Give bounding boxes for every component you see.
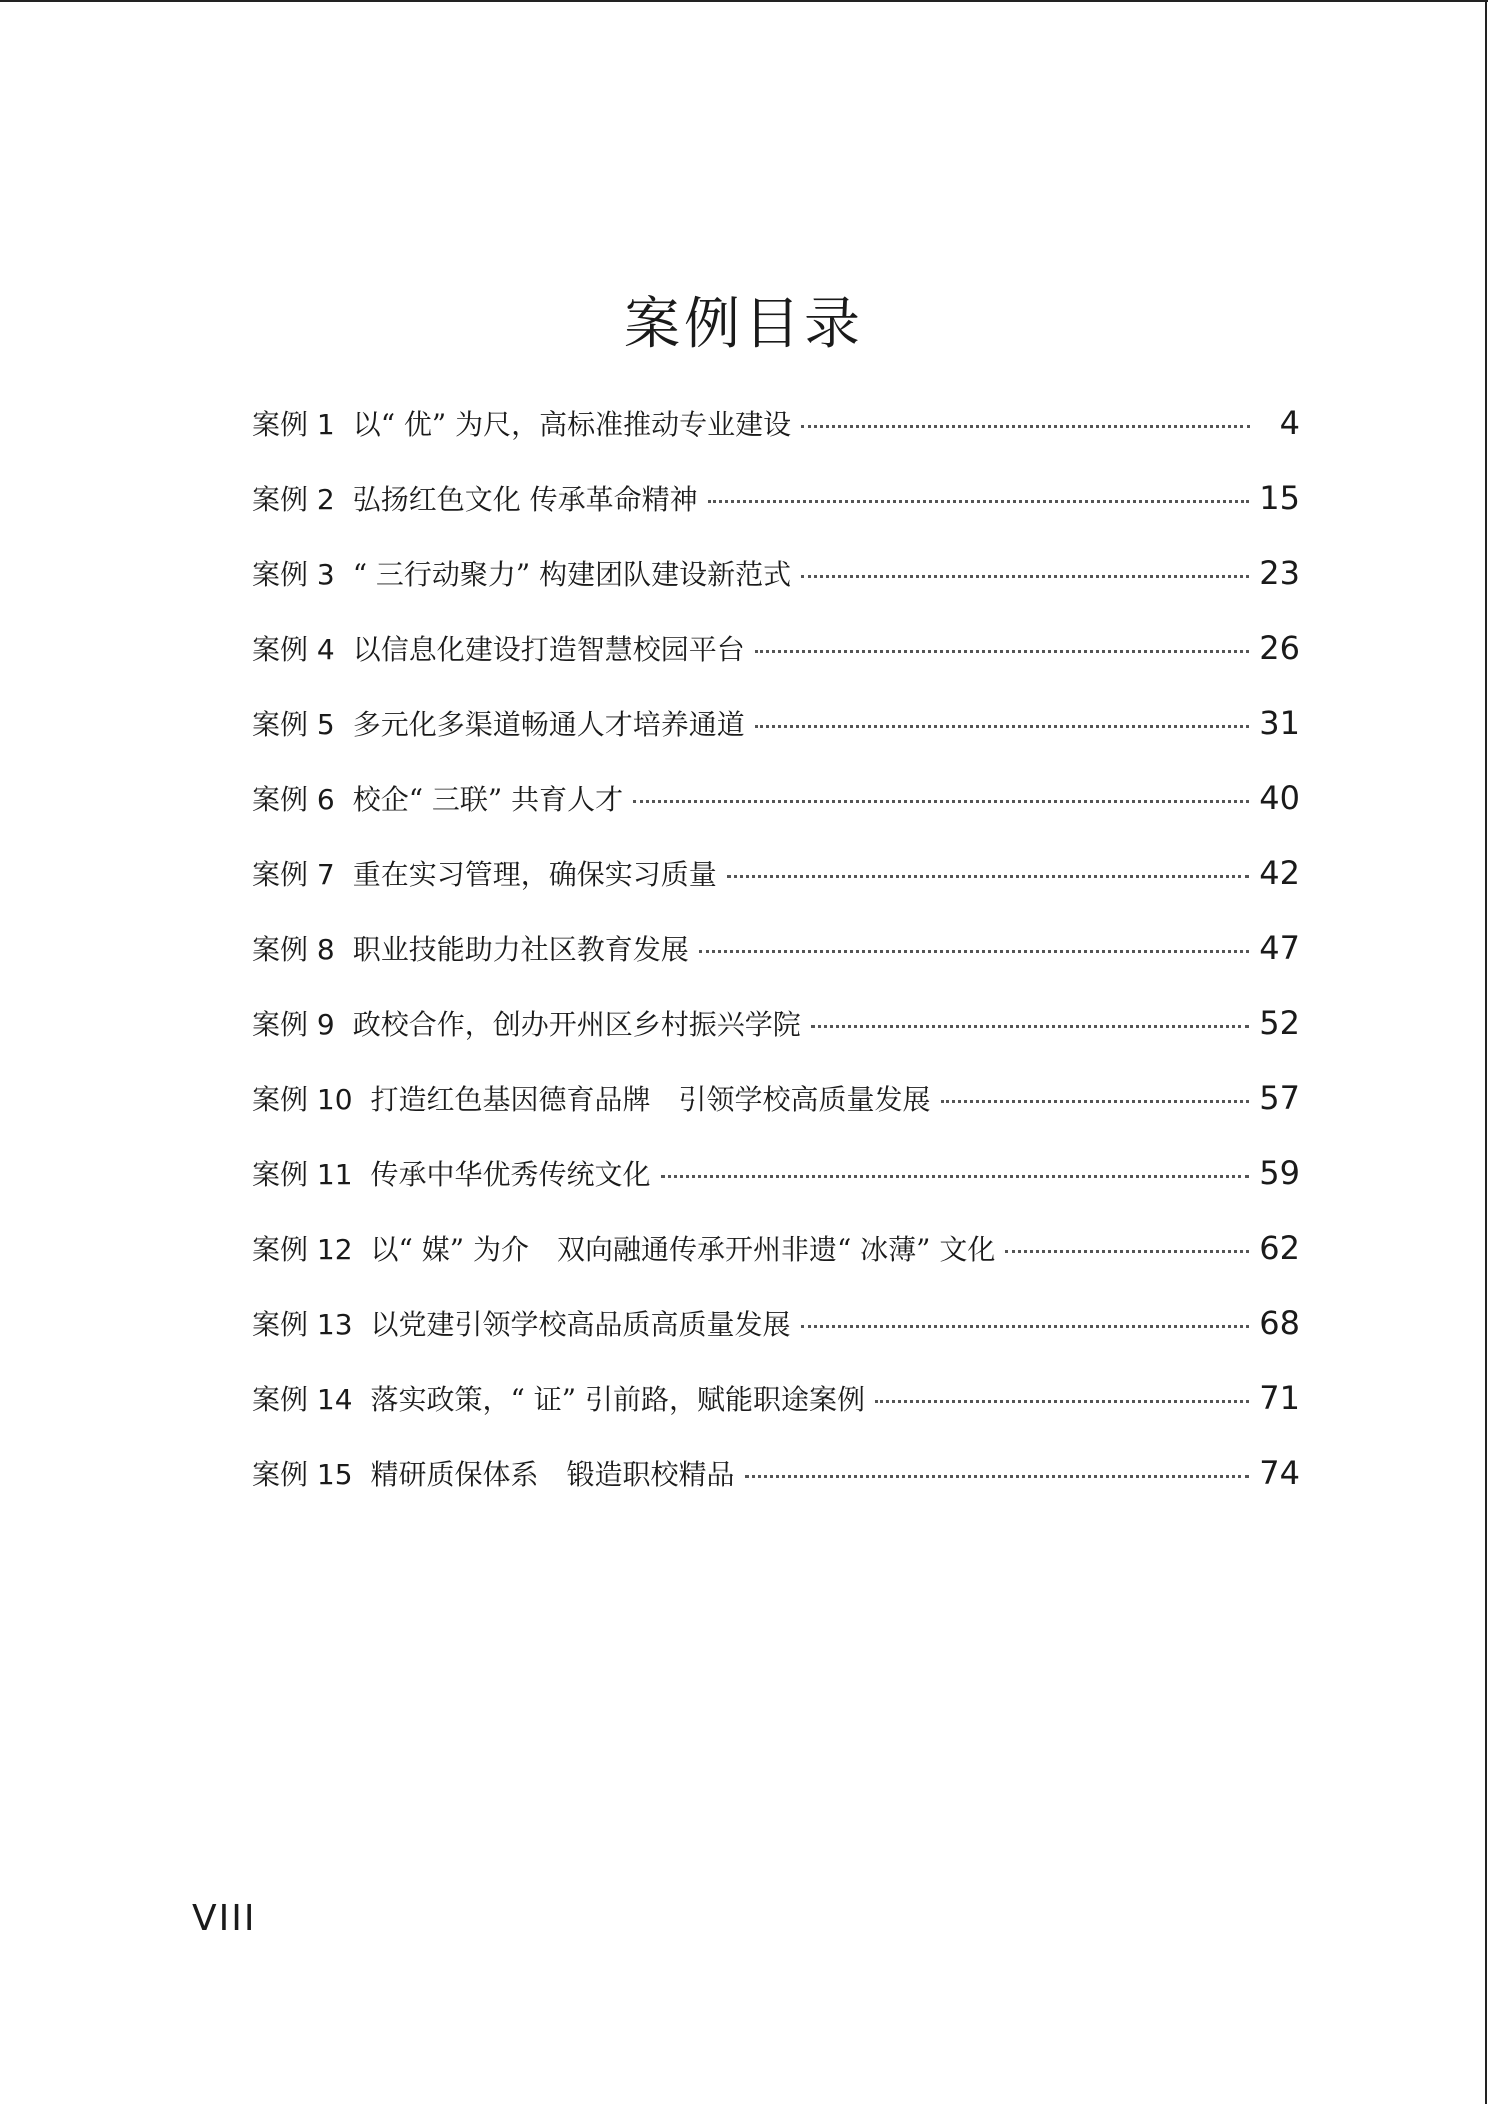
- toc-entry[interactable]: [252, 1303, 1300, 1378]
- toc-entry-page: 15: [1259, 479, 1300, 517]
- toc-entry-title: 打造红色基因德育品牌 引领学校高质量发展: [370, 1083, 931, 1116]
- toc-entry-title: 以党建引领学校高品质高质量发展: [370, 1308, 791, 1341]
- toc-entry-page: 62: [1259, 1229, 1300, 1267]
- toc-entry-page: 68: [1259, 1304, 1300, 1342]
- toc-entry[interactable]: [252, 403, 1300, 478]
- toc-entry-title: 精研质保体系 锻造职校精品: [370, 1458, 735, 1491]
- toc-dot-leader: [875, 1400, 1249, 1403]
- toc-entry[interactable]: [252, 1453, 1300, 1528]
- toc-entry-page: 40: [1259, 779, 1300, 817]
- toc-entry-label: 案例 3: [252, 558, 335, 591]
- toc-entry-page: 71: [1259, 1379, 1300, 1417]
- toc-entry[interactable]: [252, 1078, 1300, 1153]
- toc-entry[interactable]: [252, 928, 1300, 1003]
- toc-entry-label: 案例 15: [252, 1458, 353, 1491]
- toc-entry-label: 案例 2: [252, 483, 335, 516]
- toc-dot-leader: [801, 1325, 1250, 1328]
- toc-entry-title: 重在实习管理，确保实习质量: [352, 858, 717, 891]
- toc-entry[interactable]: [252, 553, 1300, 628]
- toc-entry-label: 案例 6: [252, 783, 335, 816]
- toc-entry[interactable]: [252, 703, 1300, 778]
- toc-entry[interactable]: [252, 778, 1300, 853]
- table-of-contents: [252, 403, 1300, 1528]
- toc-entry[interactable]: [252, 1153, 1300, 1228]
- toc-entry-title: 以“ 媒” 为介 双向融通传承开州非遗“ 冰薄” 文化: [370, 1233, 996, 1266]
- toc-entry-label: 案例 14: [252, 1383, 353, 1416]
- toc-entry-label: 案例 9: [252, 1008, 335, 1041]
- toc-entry-label: 案例 5: [252, 708, 335, 741]
- toc-entry[interactable]: [252, 1228, 1300, 1303]
- toc-entry-label: 案例 11: [252, 1158, 353, 1191]
- toc-dot-leader: [661, 1175, 1250, 1178]
- toc-dot-leader: [727, 875, 1250, 878]
- toc-dot-leader: [801, 425, 1250, 428]
- toc-dot-leader: [633, 800, 1249, 803]
- toc-entry-page: 59: [1259, 1154, 1300, 1192]
- toc-dot-leader: [755, 725, 1250, 728]
- toc-dot-leader: [801, 575, 1249, 578]
- toc-entry[interactable]: [252, 1003, 1300, 1078]
- toc-entry-title: 弘扬红色文化 传承革命精神: [352, 483, 698, 516]
- toc-entry[interactable]: [252, 853, 1300, 928]
- toc-entry-title: 多元化多渠道畅通人才培养通道: [352, 708, 745, 741]
- toc-entry[interactable]: [252, 478, 1300, 553]
- toc-entry-title: 以“ 优” 为尺，高标准推动专业建设: [352, 408, 792, 441]
- toc-entry-page: 52: [1259, 1004, 1300, 1042]
- toc-entry[interactable]: [252, 628, 1300, 703]
- toc-entry-title: 职业技能助力社区教育发展: [352, 933, 689, 966]
- toc-entry-title: 落实政策，“ 证” 引前路，赋能职途案例: [370, 1383, 865, 1416]
- toc-dot-leader: [699, 950, 1250, 953]
- toc-dot-leader: [708, 500, 1250, 503]
- toc-dot-leader: [811, 1025, 1250, 1028]
- toc-entry-page: 57: [1259, 1079, 1300, 1117]
- toc-entry-label: 案例 12: [252, 1233, 353, 1266]
- toc-entry-title: 校企“ 三联” 共育人才: [352, 783, 624, 816]
- toc-entry-page: 47: [1259, 929, 1300, 967]
- toc-entry-label: 案例 8: [252, 933, 335, 966]
- toc-entry-page: 42: [1259, 854, 1300, 892]
- toc-entry-page: 4: [1279, 404, 1300, 442]
- toc-entry-label: 案例 10: [252, 1083, 353, 1116]
- toc-dot-leader: [941, 1100, 1250, 1103]
- toc-dot-leader: [745, 1475, 1250, 1478]
- page-number: VIII: [192, 1898, 257, 1939]
- toc-entry-label: 案例 1: [252, 408, 335, 441]
- toc-dot-leader: [1005, 1250, 1249, 1253]
- toc-entry-title: 政校合作，创办开州区乡村振兴学院: [352, 1008, 801, 1041]
- toc-entry-title: 以信息化建设打造智慧校园平台: [352, 633, 745, 666]
- page-title: 案例目录: [624, 291, 864, 357]
- toc-entry-label: 案例 4: [252, 633, 335, 666]
- toc-entry-page: 74: [1259, 1454, 1300, 1492]
- toc-entry[interactable]: [252, 1378, 1300, 1453]
- top-border-rule: [0, 0, 1488, 2]
- toc-entry-label: 案例 7: [252, 858, 335, 891]
- toc-entry-page: 23: [1259, 554, 1300, 592]
- toc-dot-leader: [755, 650, 1250, 653]
- toc-entry-page: 26: [1259, 629, 1300, 667]
- toc-entry-label: 案例 13: [252, 1308, 353, 1341]
- toc-entry-title: “ 三行动聚力” 构建团队建设新范式: [352, 558, 792, 591]
- toc-entry-title: 传承中华优秀传统文化: [370, 1158, 651, 1191]
- toc-entry-page: 31: [1259, 704, 1300, 742]
